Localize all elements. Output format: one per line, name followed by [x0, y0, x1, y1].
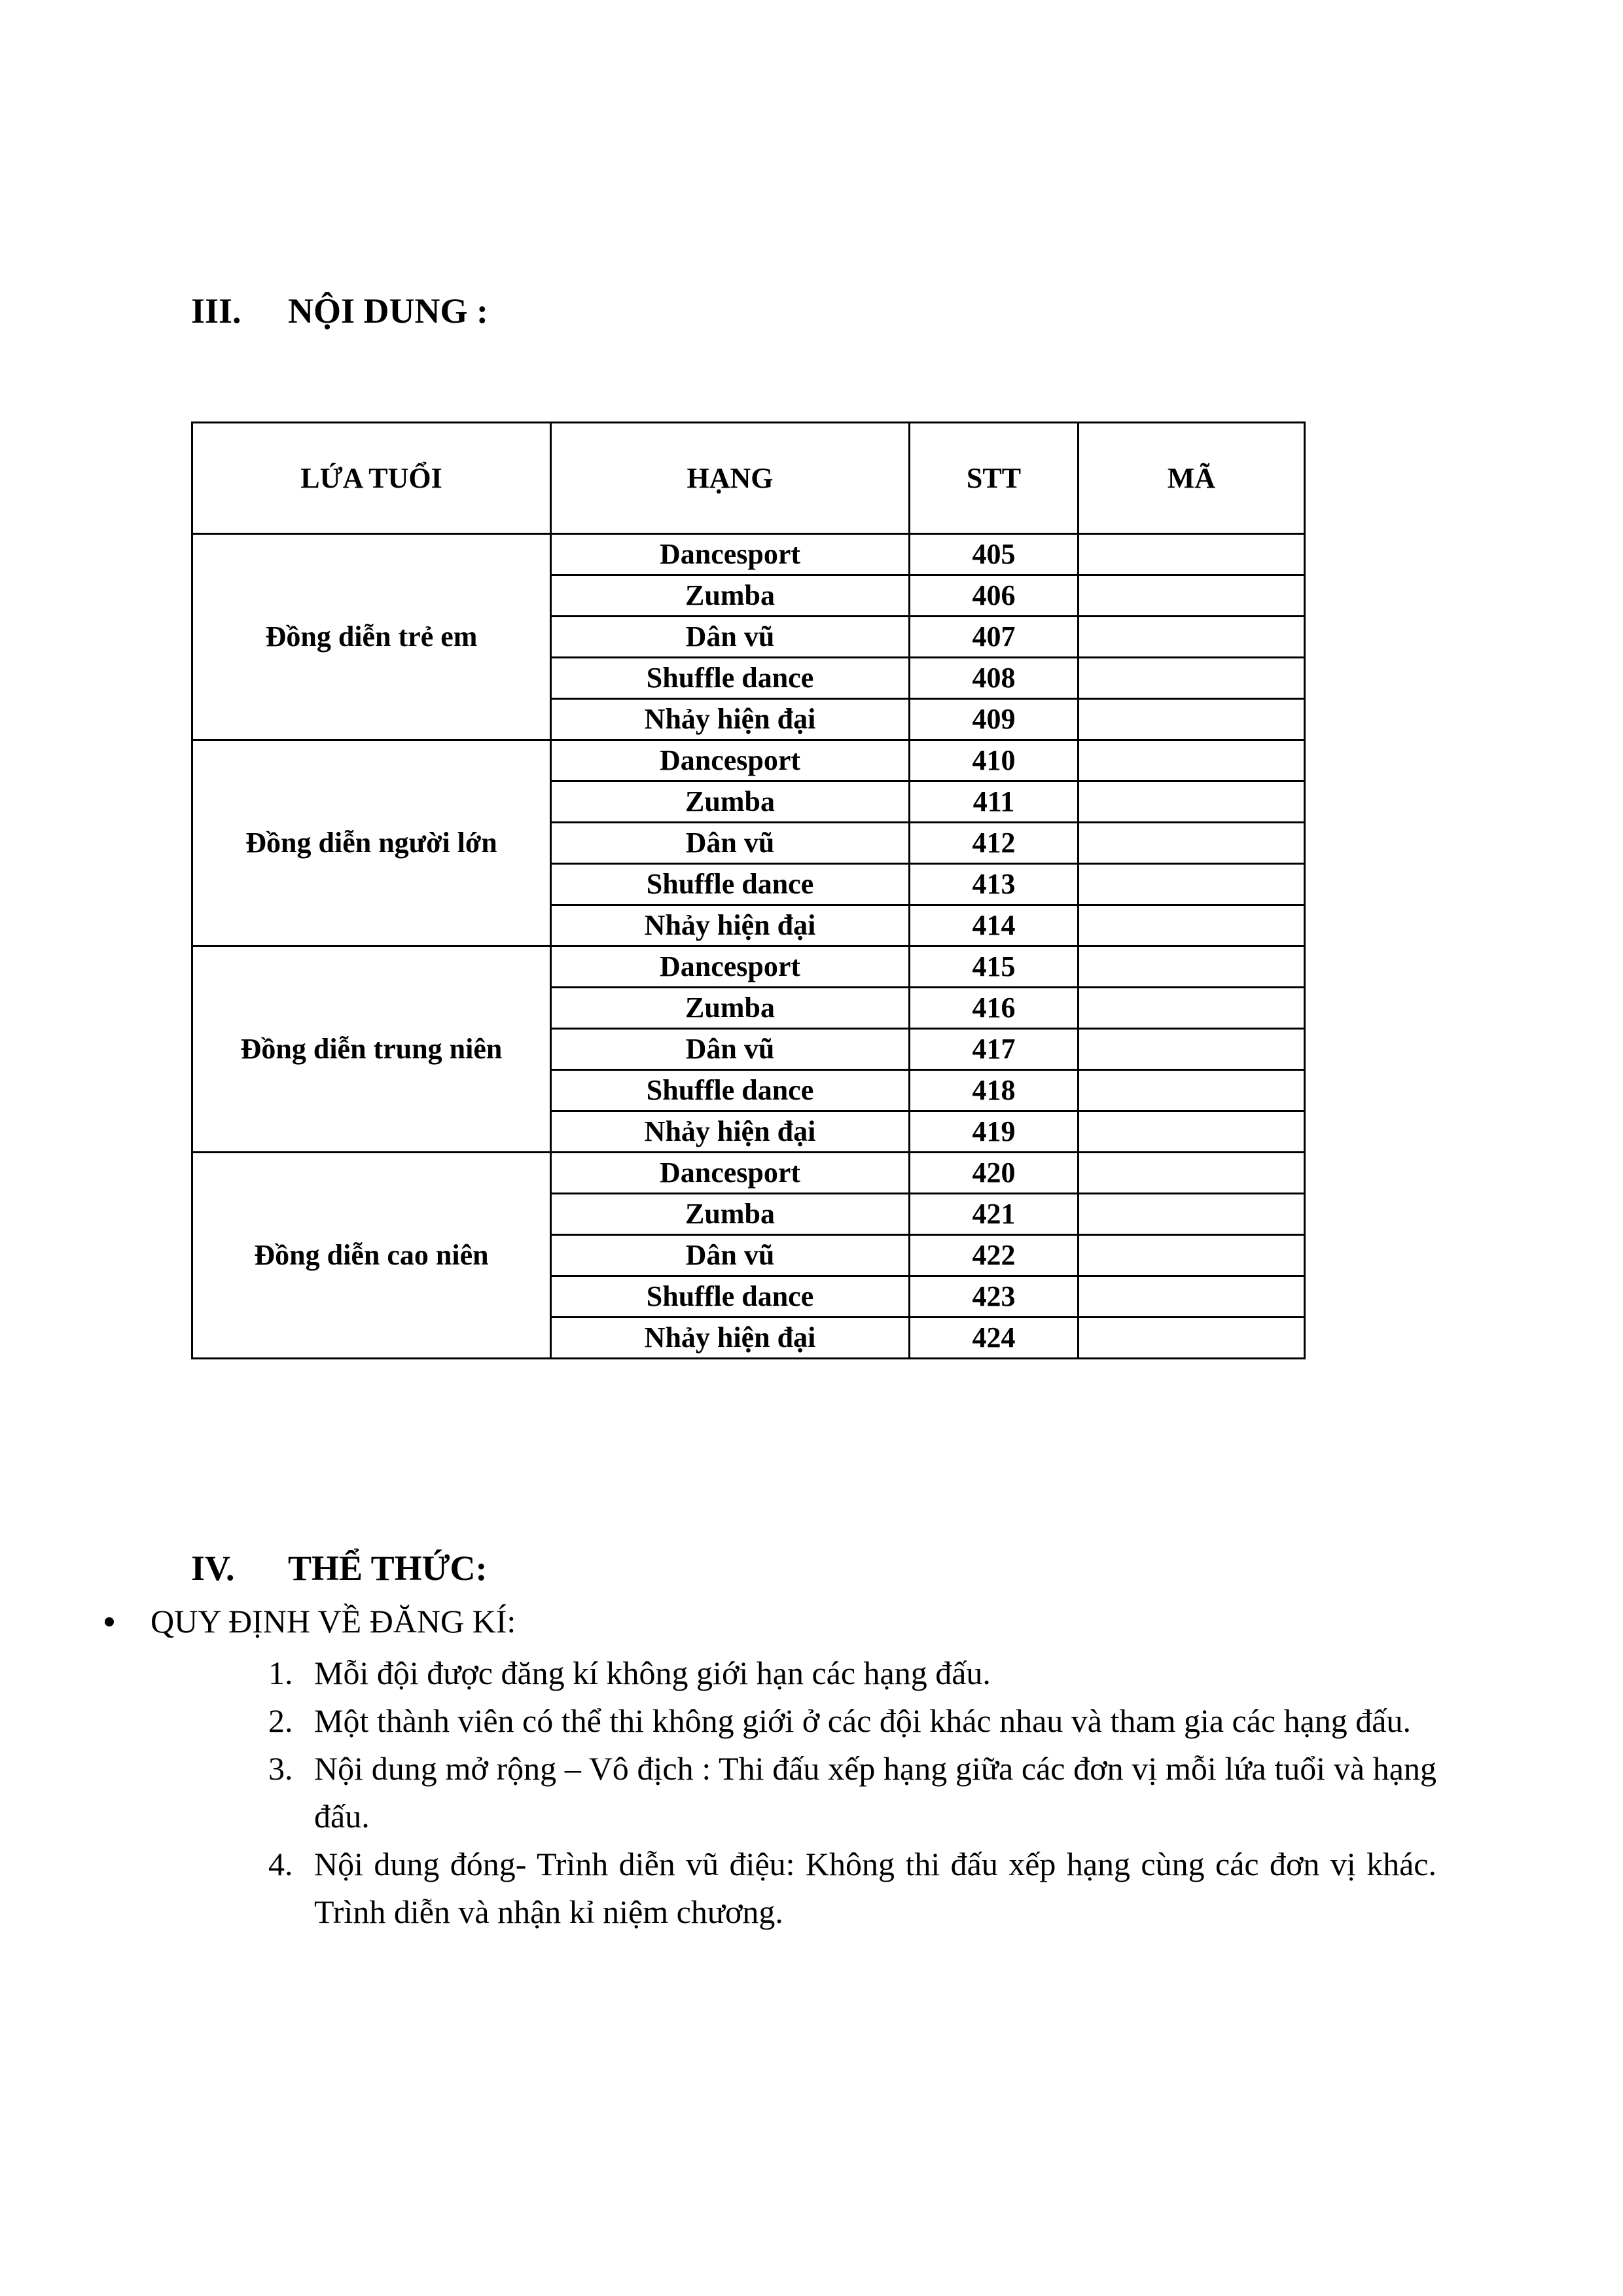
- hang-cell: Zumba: [551, 988, 910, 1029]
- section-3-title: NỘI DUNG :: [288, 291, 488, 331]
- rule-number: 4.: [268, 1846, 293, 1882]
- table-row: [192, 1153, 1305, 1194]
- hang-cell: Dân vũ: [551, 617, 910, 658]
- ma-cell: [1079, 699, 1305, 740]
- content-table: [191, 422, 1306, 1359]
- hang-cell: Dancesport: [551, 534, 910, 575]
- stt-cell: 405: [910, 534, 1079, 575]
- hang-cell: Zumba: [551, 575, 910, 617]
- rule-number: 1.: [268, 1655, 293, 1691]
- stt-cell: 406: [910, 575, 1079, 617]
- rule-text: Một thành viên có thể thi không giới ở các đội khác nhau và tham gia các hạng đấu.: [314, 1702, 1412, 1739]
- rule-item: [262, 1697, 1436, 1745]
- hang-cell: Shuffle dance: [551, 1070, 910, 1111]
- stt-cell: 424: [910, 1318, 1079, 1359]
- rule-text: Nội dung đóng- Trình diễn vũ điệu: Không thi đấu xếp hạng cùng các đơn vị khác. Trình diễn và nhận kỉ niệm chương.: [314, 1846, 1436, 1930]
- rule-item: [262, 1840, 1436, 1936]
- header-lua-tuoi: LỨA TUỔI: [192, 423, 551, 534]
- stt-cell: 418: [910, 1070, 1079, 1111]
- hang-cell: Dân vũ: [551, 1029, 910, 1070]
- rule-item: [262, 1649, 1436, 1697]
- header-ma: MÃ: [1079, 423, 1305, 534]
- hang-cell: Zumba: [551, 781, 910, 823]
- hang-cell: Nhảy hiện đại: [551, 699, 910, 740]
- age-group-cell: Đồng diễn trẻ em: [192, 534, 551, 740]
- rule-item: [262, 1745, 1436, 1840]
- ma-cell: [1079, 1235, 1305, 1276]
- table-body: [192, 423, 1305, 1359]
- hang-cell: Nhảy hiện đại: [551, 1318, 910, 1359]
- section-3-number: III.: [191, 291, 241, 331]
- ma-cell: [1079, 1070, 1305, 1111]
- hang-cell: Dân vũ: [551, 1235, 910, 1276]
- hang-cell: Shuffle dance: [551, 1276, 910, 1318]
- ma-cell: [1079, 658, 1305, 699]
- rule-text: Mỗi đội được đăng kí không giới hạn các hạng đấu.: [314, 1655, 991, 1691]
- stt-cell: 423: [910, 1276, 1079, 1318]
- rule-text: Nội dung mở rộng – Vô địch : Thi đấu xếp hạng giữa các đơn vị mỗi lứa tuổi và hạng đấu.: [314, 1750, 1436, 1835]
- stt-cell: 411: [910, 781, 1079, 823]
- ma-cell: [1079, 905, 1305, 946]
- hang-cell: Shuffle dance: [551, 864, 910, 905]
- section-4-title: THỂ THỨC:: [288, 1549, 488, 1588]
- stt-cell: 413: [910, 864, 1079, 905]
- hang-cell: Dân vũ: [551, 823, 910, 864]
- table-row: [192, 534, 1305, 575]
- header-hang: HẠNG: [551, 423, 910, 534]
- header-stt: STT: [910, 423, 1079, 534]
- table-header-row: [192, 423, 1305, 534]
- bullet-dot-icon: [105, 1617, 114, 1626]
- stt-cell: 412: [910, 823, 1079, 864]
- ma-cell: [1079, 946, 1305, 988]
- ma-cell: [1079, 1029, 1305, 1070]
- registration-bullet-text: QUY ĐỊNH VỀ ĐĂNG KÍ:: [151, 1603, 516, 1640]
- rules-list: [262, 1649, 1436, 1936]
- rule-number: 2.: [268, 1702, 293, 1739]
- stt-cell: 420: [910, 1153, 1079, 1194]
- section-3-heading: [191, 291, 584, 331]
- ma-cell: [1079, 617, 1305, 658]
- hang-cell: Nhảy hiện đại: [551, 1111, 910, 1153]
- ma-cell: [1079, 1111, 1305, 1153]
- stt-cell: 419: [910, 1111, 1079, 1153]
- stt-cell: 414: [910, 905, 1079, 946]
- hang-cell: Zumba: [551, 1194, 910, 1235]
- stt-cell: 407: [910, 617, 1079, 658]
- ma-cell: [1079, 864, 1305, 905]
- stt-cell: 409: [910, 699, 1079, 740]
- ma-cell: [1079, 1276, 1305, 1318]
- ma-cell: [1079, 575, 1305, 617]
- ma-cell: [1079, 1153, 1305, 1194]
- stt-cell: 416: [910, 988, 1079, 1029]
- stt-cell: 421: [910, 1194, 1079, 1235]
- ma-cell: [1079, 988, 1305, 1029]
- hang-cell: Nhảy hiện đại: [551, 905, 910, 946]
- age-group-cell: Đồng diễn cao niên: [192, 1153, 551, 1359]
- age-group-cell: Đồng diễn trung niên: [192, 946, 551, 1153]
- hang-cell: Dancesport: [551, 1153, 910, 1194]
- section-4-number: IV.: [191, 1549, 235, 1588]
- ma-cell: [1079, 1194, 1305, 1235]
- table-row: [192, 946, 1305, 988]
- stt-cell: 408: [910, 658, 1079, 699]
- ma-cell: [1079, 1318, 1305, 1359]
- ma-cell: [1079, 740, 1305, 781]
- ma-cell: [1079, 781, 1305, 823]
- stt-cell: 422: [910, 1235, 1079, 1276]
- ma-cell: [1079, 823, 1305, 864]
- hang-cell: Shuffle dance: [551, 658, 910, 699]
- hang-cell: Dancesport: [551, 946, 910, 988]
- hang-cell: Dancesport: [551, 740, 910, 781]
- section-4-heading: [191, 1549, 649, 1588]
- stt-cell: 415: [910, 946, 1079, 988]
- stt-cell: 417: [910, 1029, 1079, 1070]
- table-row: [192, 740, 1305, 781]
- rule-number: 3.: [268, 1750, 293, 1787]
- ma-cell: [1079, 534, 1305, 575]
- stt-cell: 410: [910, 740, 1079, 781]
- age-group-cell: Đồng diễn người lớn: [192, 740, 551, 946]
